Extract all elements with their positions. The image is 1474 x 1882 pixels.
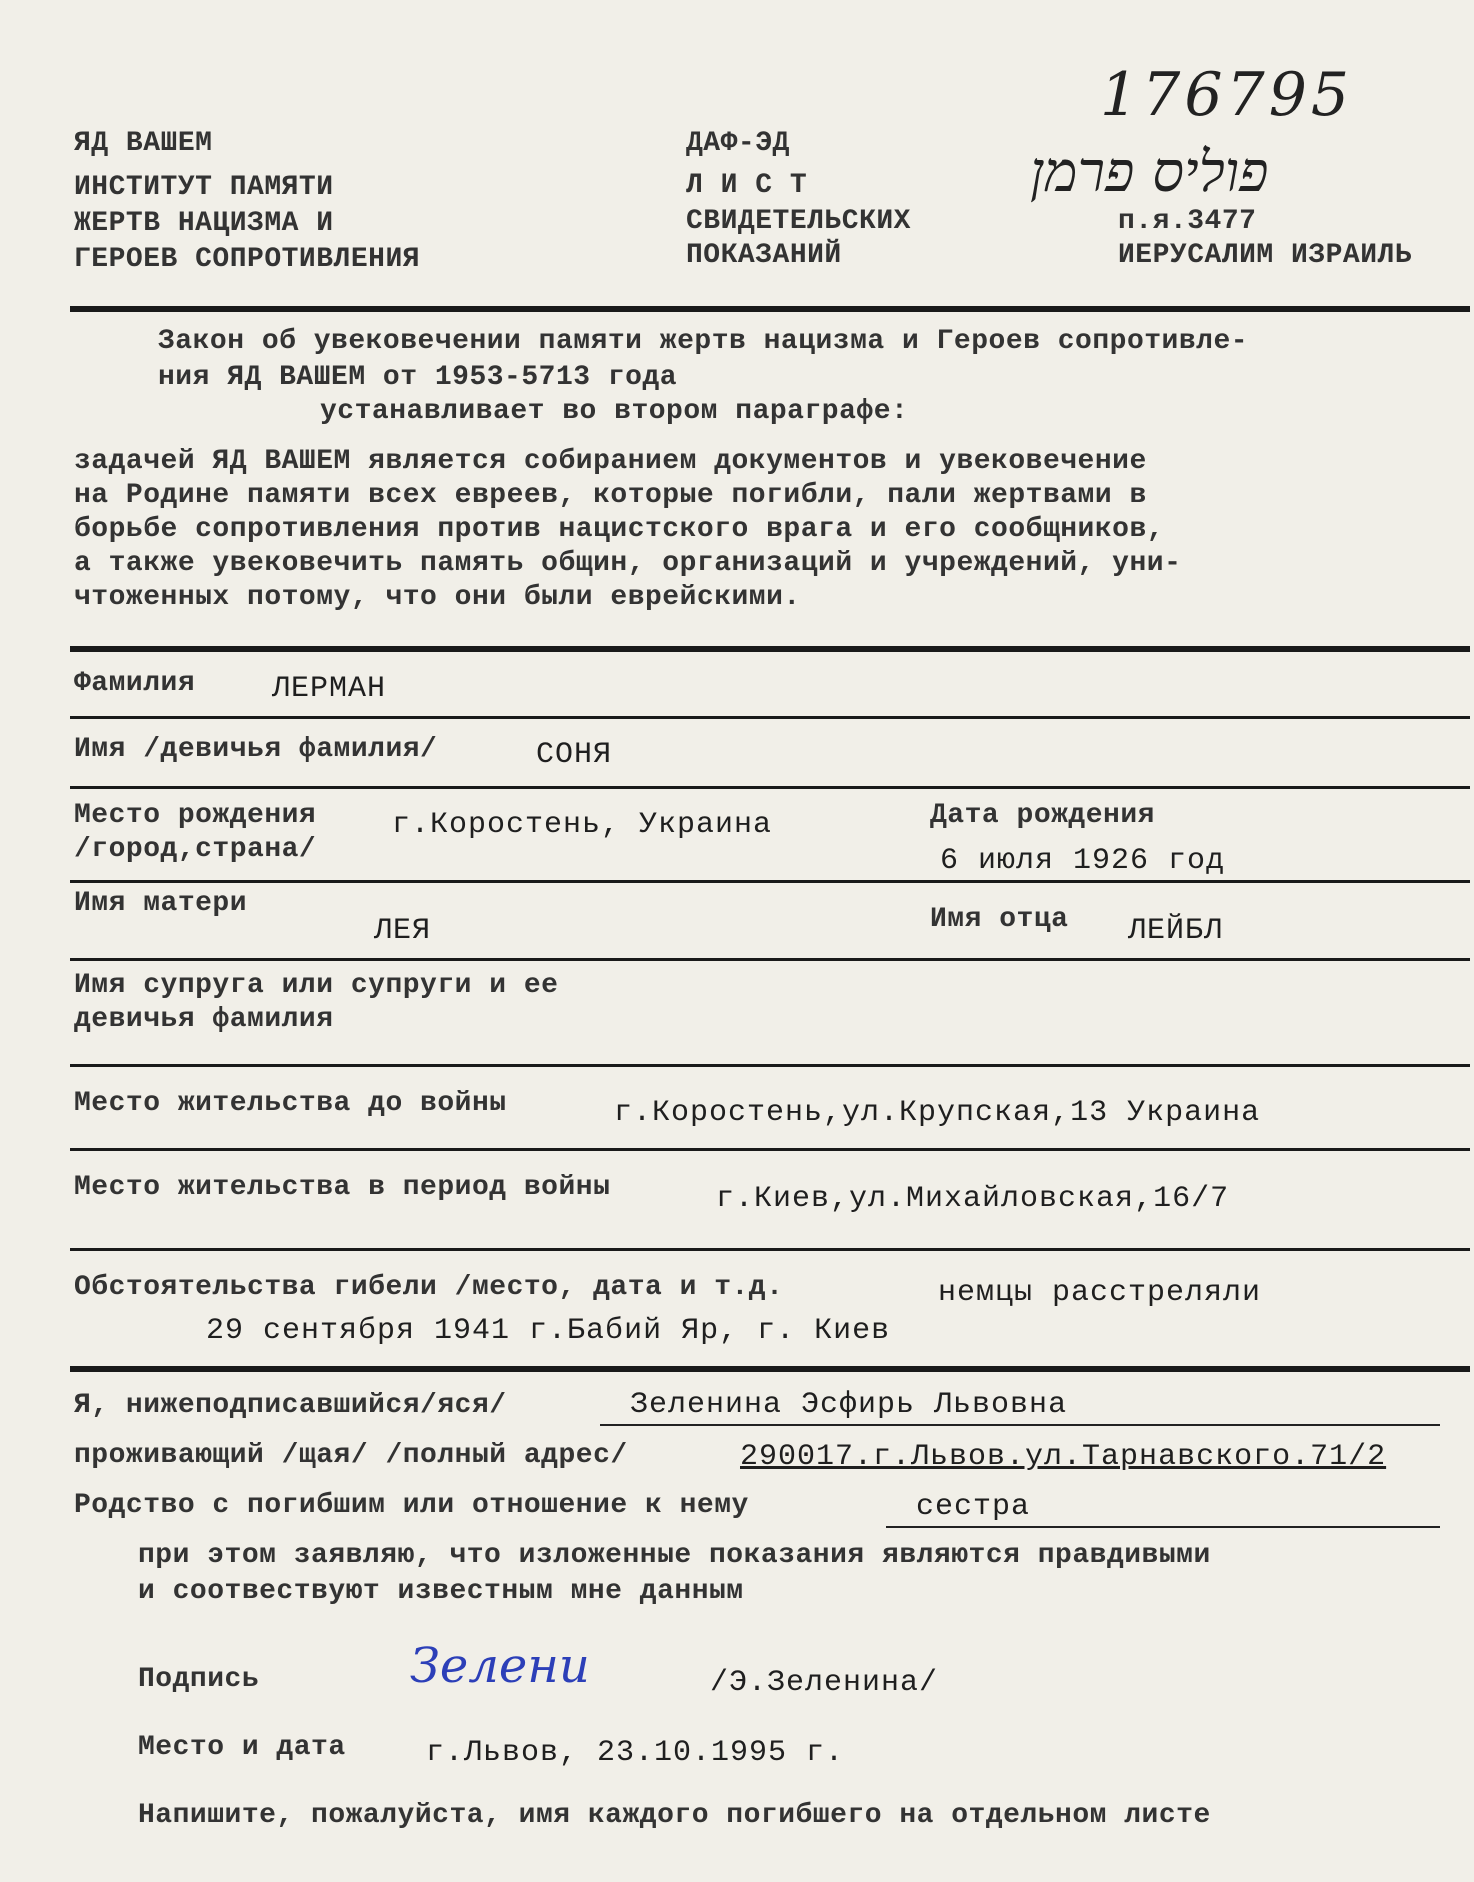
law-intro-2: ния ЯД ВАШЕМ от 1953-5713 года [158, 362, 678, 393]
law-text-5: чтоженных потому, что они были еврейскими. [74, 582, 801, 613]
mother-value: ЛЕЯ [374, 914, 432, 948]
field-line [70, 1064, 1470, 1067]
law-text-3: борьбе сопротивления против нацистского врага и его сообщников, [74, 514, 1165, 545]
name-value: СОНЯ [536, 738, 613, 772]
death-circumstances-value-2: 29 сентября 1941 г.Бабий Яр, г. Киев [206, 1314, 891, 1348]
address-value: 290017.г.Львов.ул.Тарнавского.71/2 [740, 1440, 1387, 1474]
undersigned-underline [600, 1424, 1440, 1426]
surname-label: Фамилия [74, 668, 196, 699]
name-label: Имя /девичья фамилия/ [74, 734, 438, 765]
declaration-line-2: и соотвествуют известным мне данным [138, 1576, 744, 1607]
handwritten-hebrew-name: פוליס פרמן [1030, 140, 1269, 205]
po-box: п.я.3477 [1118, 206, 1257, 237]
field-line [70, 880, 1470, 883]
handwritten-number: 176795 [1100, 60, 1354, 130]
section-divider [70, 646, 1470, 652]
law-text-1: задачей ЯД ВАШЕМ является собиранием документов и увековечение [74, 446, 1147, 477]
org-line-4: ГЕРОЕВ СОПРОТИВЛЕНИЯ [74, 244, 421, 275]
form-title-1: Л И С Т [686, 170, 808, 201]
signature-name: /Э.Зеленина/ [710, 1666, 939, 1700]
relation-label: Родство с погибшим или отношение к нему [74, 1490, 749, 1521]
father-value: ЛЕЙБЛ [1128, 914, 1224, 948]
father-label: Имя отца [930, 904, 1069, 935]
handwritten-signature: Зелени [410, 1638, 590, 1694]
form-title-2: СВИДЕТЕЛЬСКИХ [686, 206, 911, 237]
mother-label: Имя матери [74, 888, 248, 919]
birthplace-value: г.Коростень, Украина [392, 808, 773, 842]
spouse-label: Имя супруга или супруги и ее [74, 970, 559, 1001]
place-date-label: Место и дата [138, 1732, 346, 1763]
footer-note: Напишите, пожалуйста, имя каждого погибшего на отдельном листе [138, 1800, 1211, 1831]
declaration-line-1: при этом заявляю, что изложенные показания являются правдивыми [138, 1540, 1211, 1571]
field-line [70, 958, 1470, 961]
birthdate-label: Дата рождения [930, 800, 1155, 831]
undersigned-value: Зеленина Эсфирь Львовна [630, 1388, 1068, 1422]
signature-label: Подпись [138, 1664, 260, 1695]
law-text-4: а также увековечить память общин, организаций и учреждений, уни- [74, 548, 1182, 579]
form-title-3: ПОКАЗАНИЙ [686, 240, 842, 271]
org-line-3: ЖЕРТВ НАЦИЗМА И [74, 208, 334, 239]
birthplace-label: Место рождения [74, 800, 317, 831]
birthdate-value: 6 июля 1926 год [940, 844, 1226, 878]
header-divider [70, 306, 1470, 312]
address-label: проживающий /щая/ /полный адрес/ [74, 1440, 628, 1471]
law-intro-3: устанавливает во втором параграфе: [320, 396, 909, 427]
death-circumstances-label: Обстоятельства гибели /место, дата и т.д. [74, 1272, 784, 1303]
field-line [70, 1148, 1470, 1151]
field-line [70, 786, 1470, 789]
birthplace-label-2: /город,страна/ [74, 834, 317, 865]
undersigned-label: Я, нижеподписавшийся/яся/ [74, 1390, 507, 1421]
form-code: ДАФ-ЭД [686, 128, 790, 159]
law-intro-1: Закон об увековечении памяти жертв нацизма и Героев сопротивле- [158, 326, 1249, 357]
org-name: ЯД ВАШЕМ [74, 128, 213, 159]
city-country: ИЕРУСАЛИМ ИЗРАИЛЬ [1118, 240, 1413, 271]
relation-value: сестра [916, 1490, 1031, 1524]
war-residence-label: Место жительства в период войны [74, 1172, 611, 1203]
relation-underline [886, 1526, 1440, 1528]
prewar-residence-value: г.Коростень,ул.Крупская,13 Украина [614, 1096, 1261, 1130]
field-line [70, 1248, 1470, 1251]
law-text-2: на Родине памяти всех евреев, которые погибли, пали жертвами в [74, 480, 1147, 511]
war-residence-value: г.Киев,ул.Михайловская,16/7 [716, 1182, 1230, 1216]
org-line-2: ИНСТИТУТ ПАМЯТИ [74, 172, 334, 203]
spouse-label-2: девичья фамилия [74, 1004, 334, 1035]
surname-value: ЛЕРМАН [272, 672, 387, 706]
place-date-value: г.Львов, 23.10.1995 г. [426, 1736, 845, 1770]
prewar-residence-label: Место жительства до войны [74, 1088, 507, 1119]
death-circumstances-value: немцы расстреляли [938, 1276, 1262, 1310]
section-divider [70, 1366, 1470, 1372]
field-line [70, 716, 1470, 719]
